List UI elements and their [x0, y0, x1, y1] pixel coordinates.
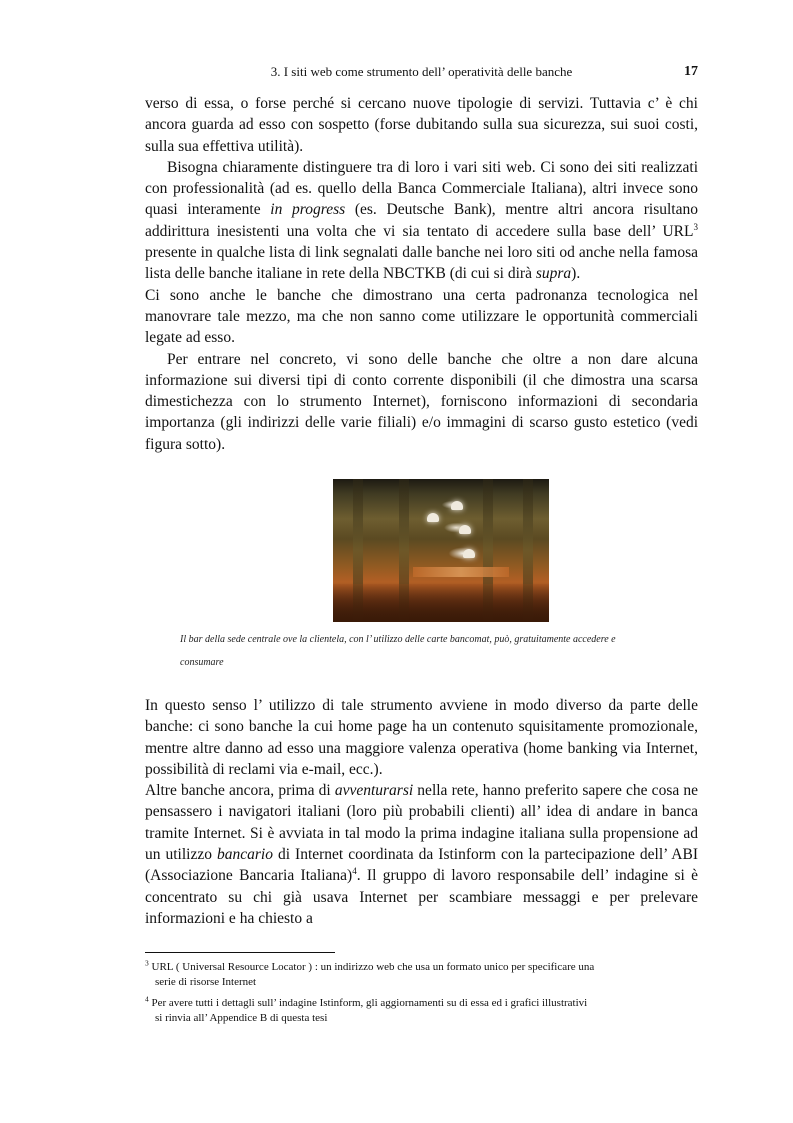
bank-bar-photo	[333, 479, 549, 622]
p2-text-4: ).	[571, 265, 581, 283]
p6-text-1: Altre banche ancora, prima di	[145, 782, 335, 800]
footnote-4	[145, 996, 698, 1026]
paragraph-4: Per entrare nel concreto, vi sono delle banche che oltre a non dare alcuna informazione sui diversi tipi di conto corrente disponibili (il che dimostra una scarsa dimestichezza con lo strumento Internet), forniscono informazioni di secondaria importanza (gli indirizzi delle varie filiali) e/o immagini di scarso gusto estetico (vedi figura sotto).	[145, 350, 698, 453]
p2-italic-in-progress: in progress	[270, 201, 346, 219]
footnote-4-mark: 4	[145, 994, 149, 1004]
running-header	[145, 64, 698, 84]
photo-lamp	[451, 501, 463, 510]
p2-text-1: Bisogna chiaramente distinguere tra di loro i vari siti web. Ci sono dei siti realizzati con professionalità (ad es. quello della Banca Commerciale Italiana), altri invece sono quasi interamente	[145, 158, 698, 219]
footnote-3-line2: serie di risorse Internet	[155, 976, 257, 988]
paragraph-3: Ci sono anche le banche che dimostrano una certa padronanza tecnologica nel manovrare tale mezzo, ma che non sanno come utilizzare le opportunità commerciali legate ad esso.	[145, 286, 698, 347]
footnote-ref-3[interactable]: 3	[693, 221, 698, 232]
photo-lamp	[463, 549, 475, 558]
p6-text-3: di Internet coordinata da Istinform con la partecipazione dell’ ABI (Associazione Bancaria Italiana)	[145, 846, 698, 885]
photo-bar-counter	[413, 567, 509, 577]
photo-lamp	[427, 513, 439, 522]
p6-italic-bancario: bancario	[217, 846, 273, 864]
footnote-3-line1: URL ( Universal Resource Locator ) : un indirizzo web che usa un formato unico per specificare una	[148, 961, 595, 973]
p6-italic-avventurarsi: avventurarsi	[334, 782, 414, 800]
footnote-4-line2: si rinvia all’ Appendice B di questa tesi	[155, 1012, 328, 1024]
p6-text-2: nella rete, hanno preferito sapere che cosa ne pensassero i navigatori italiani (loro più probabili clienti) all’ idea di andare in banca tramite Internet. Si è avviata in tal modo la prima indagine italiana sulla propensione ad un utilizzo	[145, 782, 698, 864]
footnote-3	[145, 960, 698, 990]
footnote-separator	[145, 952, 335, 953]
footnote-ref-4[interactable]: 4	[352, 866, 357, 877]
p2-italic-supra: supra	[535, 265, 572, 283]
paragraph-2	[145, 157, 698, 285]
body-text-bottom	[145, 695, 698, 929]
photo-lamp	[459, 525, 471, 534]
footnote-3-mark: 3	[145, 958, 149, 968]
p2-text-3: presente in qualche lista di link segnalati dalle banche nei loro siti od anche nella famosa lista delle banche italiane in rete della NBCTKB (di cui si dirà	[145, 244, 698, 283]
p6-text-4: . Il gruppo di lavoro responsabile dell’ indagine si è concentrato su chi già usava Internet per scambiare messaggi e per prelevare informazioni e ha chiesto a	[145, 867, 699, 927]
figure-caption: Il bar della sede centrale ove la clientela, con l’ utilizzo delle carte bancomat, può, gratuitamente accedere e	[180, 634, 616, 645]
photo-floor	[333, 584, 549, 622]
page-number: 17	[684, 64, 698, 79]
paragraph-6	[145, 780, 698, 929]
paragraph-5: In questo senso l’ utilizzo di tale strumento avviene in modo diverso da parte delle banche: ci sono banche la cui home page ha un contenuto squisitamente promozionale, mentre altre danno ad esso una maggiore valenza operativa (home banking via Internet, possibilità di reclami via e-mail, ecc.).	[145, 697, 698, 778]
figure-caption-continued: consumare	[180, 657, 224, 668]
p2-text-2: (es. Deutsche Bank), mentre altri ancora risultano addirittura inesistenti una volta che vi sia tentato di accedere sulla base dell’ URL	[145, 201, 698, 240]
paragraph-1: verso di essa, o forse perché si cercano nuove tipologie di servizi. Tuttavia c’ è chi ancora guarda ad esso con sospetto (forse dubitando sulla sua sicurezza, sui suoi costi, sulla sua effettiva utilità).	[145, 95, 698, 155]
body-text-top	[145, 93, 698, 455]
footnote-4-line1: Per avere tutti i dettagli sull’ indagine Istinform, gli aggiornamenti su di essa ed i grafici illustrativi	[148, 997, 588, 1009]
running-title: 3. I siti web come strumento dell’ operatività delle banche	[270, 64, 573, 79]
